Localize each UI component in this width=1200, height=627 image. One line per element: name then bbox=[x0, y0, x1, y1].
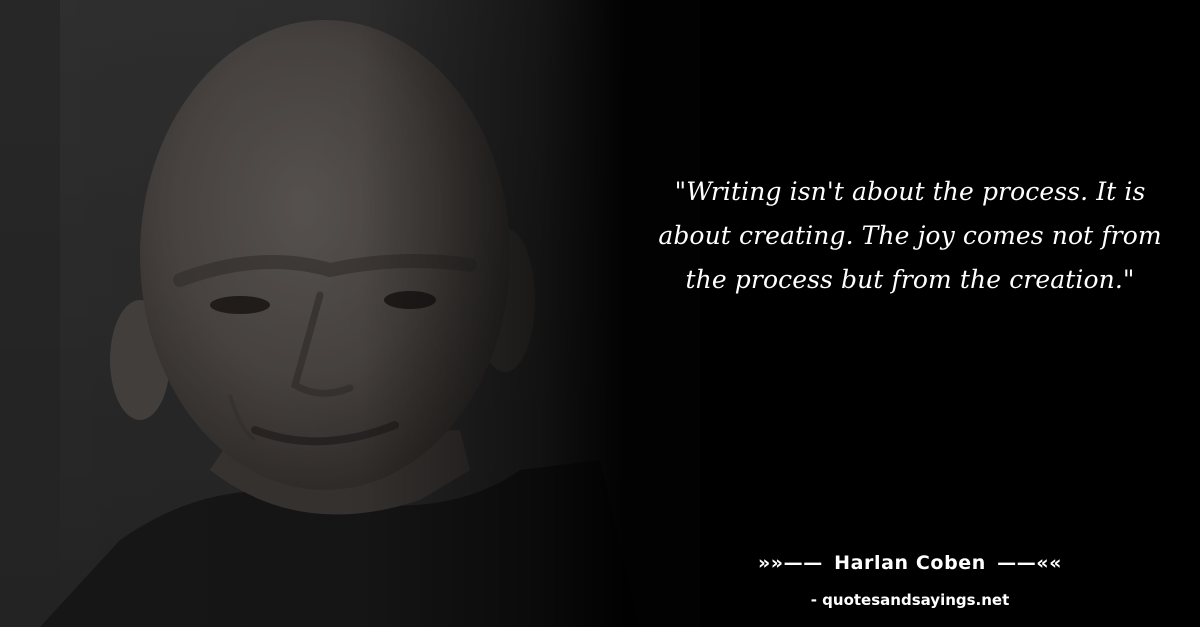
quote-text: "Writing isn't about the process. It is about creating. The joy comes not from the process but from the creation." bbox=[658, 177, 1162, 294]
author-suffix: ——«« bbox=[997, 552, 1063, 574]
author-attribution bbox=[640, 549, 1180, 577]
author-name: Harlan Coben bbox=[834, 552, 986, 574]
source-link[interactable]: - quotesandsayings.net bbox=[810, 591, 1010, 609]
author-prefix: »»—— bbox=[757, 552, 823, 574]
